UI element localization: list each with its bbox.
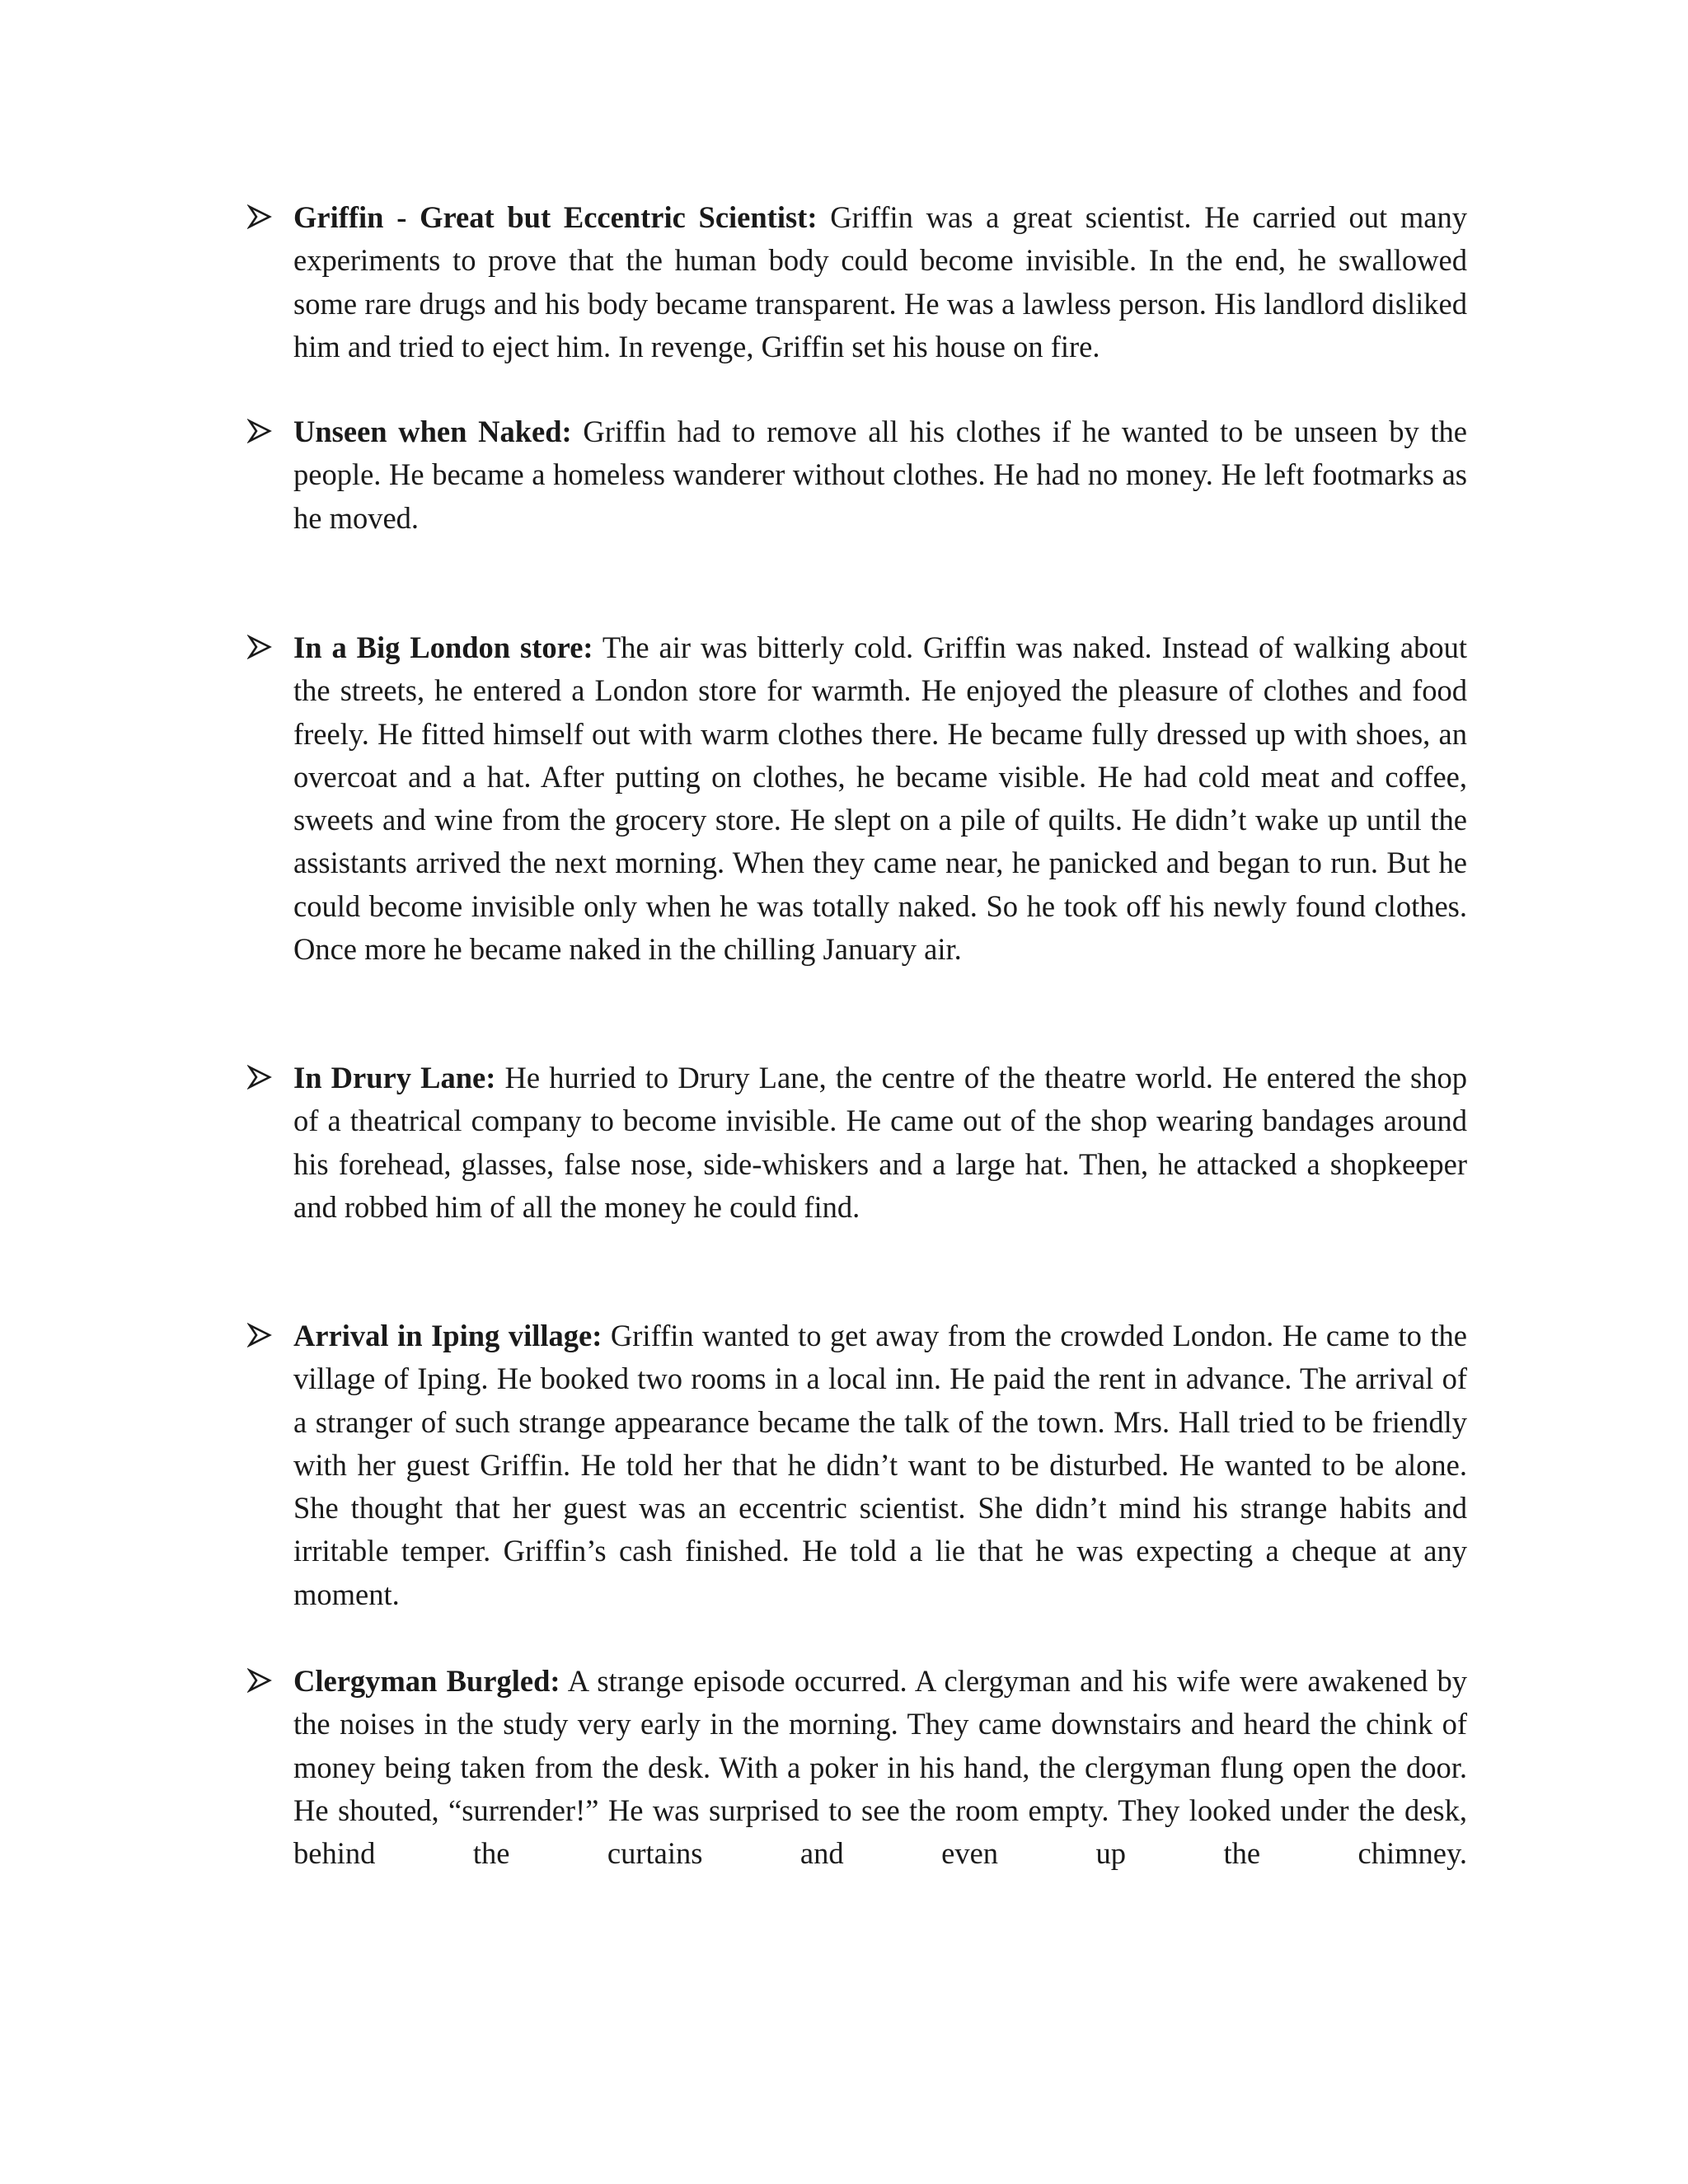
section-text (293, 1057, 1467, 1229)
section-text (293, 196, 1467, 368)
arrow-bullet-icon (247, 204, 272, 229)
section-body: Griffin wanted to get away from the crowded London. He came to the village of Iping. He booked two rooms in a local inn. He paid the rent in advance. The arrival of a stranger of such strange appearance became the talk of the town. Mrs. Hall tried to be friendly with her guest Griffin. He told her that he didn’t want to be disturbed. He wanted to be alone. She thought that her guest was an eccentric scientist. She didn’t mind his strange habits and irritable temper. Griffin’s cash finished. He told a lie that he was expecting a cheque at any moment. (293, 1319, 1468, 1611)
section-body: Griffin was a great scientist. He carried out many experiments to prove that the human body could become invisible. In the end, he swallowed some rare drugs and his body became transparent. He was a lawless person. His landlord disliked him and tried to eject him. In revenge, Griffin set his house on fire. (293, 200, 1468, 363)
arrow-bullet-icon (247, 1323, 272, 1347)
section-text (293, 626, 1467, 971)
section-heading: In Drury Lane: (293, 1061, 496, 1094)
section-text (293, 410, 1467, 540)
arrow-bullet-icon (247, 1065, 272, 1090)
section-body: The air was bitterly cold. Griffin was naked. Instead of walking about the streets, he entered a London store for warmth. He enjoyed the pleasure of clothes and food freely. He fitted himself out with warm clothes there. He became fully dressed up with shoes, an overcoat and a hat. After putting on clothes, he became visible. He had cold meat and coffee, sweets and wine from the grocery store. He slept on a pile of quilts. He didn’t wake up until the assistants arrived the next morning. When they came near, he panicked and began to run. But he could become invisible only when he was totally naked. So he took off his newly found clothes. Once more he became naked in the chilling January air. (293, 630, 1467, 967)
section-griffin-scientist (247, 196, 1467, 368)
section-unseen-naked (247, 410, 1467, 540)
section-clergyman-burgled (247, 1660, 1467, 1875)
section-heading: Griffin - Great but Eccentric Scientist: (293, 200, 818, 234)
arrow-bullet-icon (247, 419, 272, 443)
section-drury-lane (247, 1057, 1467, 1229)
section-heading: Unseen when Naked: (293, 415, 572, 448)
section-iping-village (247, 1315, 1467, 1616)
section-heading: Clergyman Burgled: (293, 1664, 560, 1698)
arrow-bullet-icon (247, 635, 272, 659)
section-heading: Arrival in Iping village: (293, 1319, 603, 1352)
arrow-bullet-icon (247, 1668, 272, 1693)
section-heading: In a Big London store: (293, 630, 593, 664)
section-text (293, 1660, 1467, 1875)
section-london-store (247, 626, 1467, 971)
section-body: A strange episode occurred. A clergyman and his wife were awakened by the noises in the study very early in the morning. They came downstairs and heard the chink of money being taken from the desk. With a poker in his hand, the clergyman flung open the door. He shouted, “surrender!” He was surprised to see the room empty. They looked under the desk, behind the curtains and even up the chimney. (293, 1664, 1467, 1871)
section-text (293, 1315, 1467, 1616)
section-body: Griffin had to remove all his clothes if he wanted to be unseen by the people. He became a homeless wanderer without clothes. He had no money. He left footmarks as he moved. (293, 415, 1467, 535)
section-body: He hurried to Drury Lane, the centre of the theatre world. He entered the shop of a theatrical company to become invisible. He came out of the shop wearing bandages around his forehead, glasses, false nose, side-whiskers and a large hat. Then, he attacked a shopkeeper and robbed him of all the money he could find. (293, 1061, 1467, 1224)
